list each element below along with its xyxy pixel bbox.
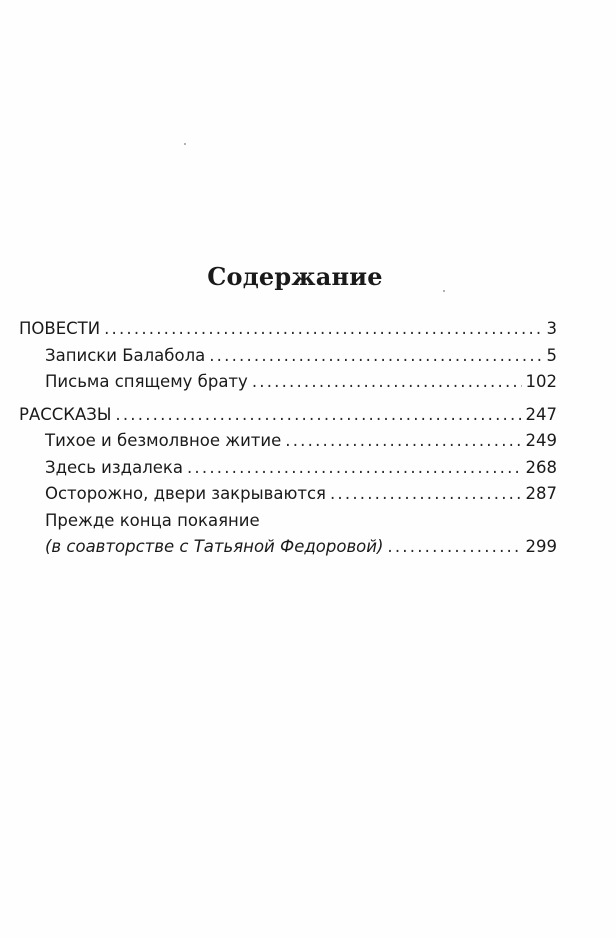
- dot-leader: [104, 316, 542, 343]
- toc-entry-subtitle[interactable]: [19, 534, 557, 561]
- toc-entry-label: ПОВЕСТИ: [19, 319, 101, 338]
- dot-leader: [252, 369, 522, 396]
- paper-speck: [443, 290, 445, 292]
- toc-entry-label: Записки Балабола: [45, 345, 206, 365]
- toc-entry-label: (в соавторстве с Татьяной Федоровой): [45, 537, 384, 556]
- toc-page-number: 268: [525, 457, 557, 477]
- table-of-contents: [19, 316, 557, 561]
- toc-page-number: 249: [525, 431, 557, 450]
- page-title: Содержание: [207, 262, 383, 291]
- toc-page-number: 5: [546, 345, 557, 365]
- dot-leader: [285, 428, 521, 455]
- toc-entry-label: РАССКАЗЫ: [19, 404, 112, 424]
- toc-page-number: 299: [525, 537, 557, 556]
- toc-page-number: 287: [525, 484, 557, 503]
- toc-page-number: 3: [546, 319, 557, 338]
- toc-page-number: 102: [525, 372, 557, 391]
- dot-leader: [209, 343, 542, 370]
- toc-entry-label: Здесь издалека: [45, 457, 183, 477]
- toc-entry-label: Письма спящему брату: [45, 372, 248, 391]
- toc-entry-section[interactable]: [19, 316, 557, 343]
- toc-entry[interactable]: [19, 369, 557, 396]
- paper-speck: [184, 143, 186, 145]
- toc-page-number: 247: [525, 404, 557, 424]
- toc-entry-section[interactable]: [19, 402, 557, 429]
- toc-entry[interactable]: [19, 481, 557, 508]
- dot-leader: [387, 534, 521, 561]
- toc-entry-label: Прежде конца покаяние: [45, 510, 260, 530]
- dot-leader: [330, 481, 522, 508]
- toc-entry[interactable]: [19, 343, 557, 370]
- toc-entry-label: Осторожно, двери закрываются: [45, 484, 326, 503]
- toc-entry-label: Тихое и безмолвное житие: [45, 431, 282, 450]
- toc-entry[interactable]: [19, 508, 557, 535]
- toc-entry[interactable]: [19, 455, 557, 482]
- dot-leader: [115, 402, 521, 429]
- dot-leader: [187, 455, 522, 482]
- toc-entry[interactable]: [19, 428, 557, 455]
